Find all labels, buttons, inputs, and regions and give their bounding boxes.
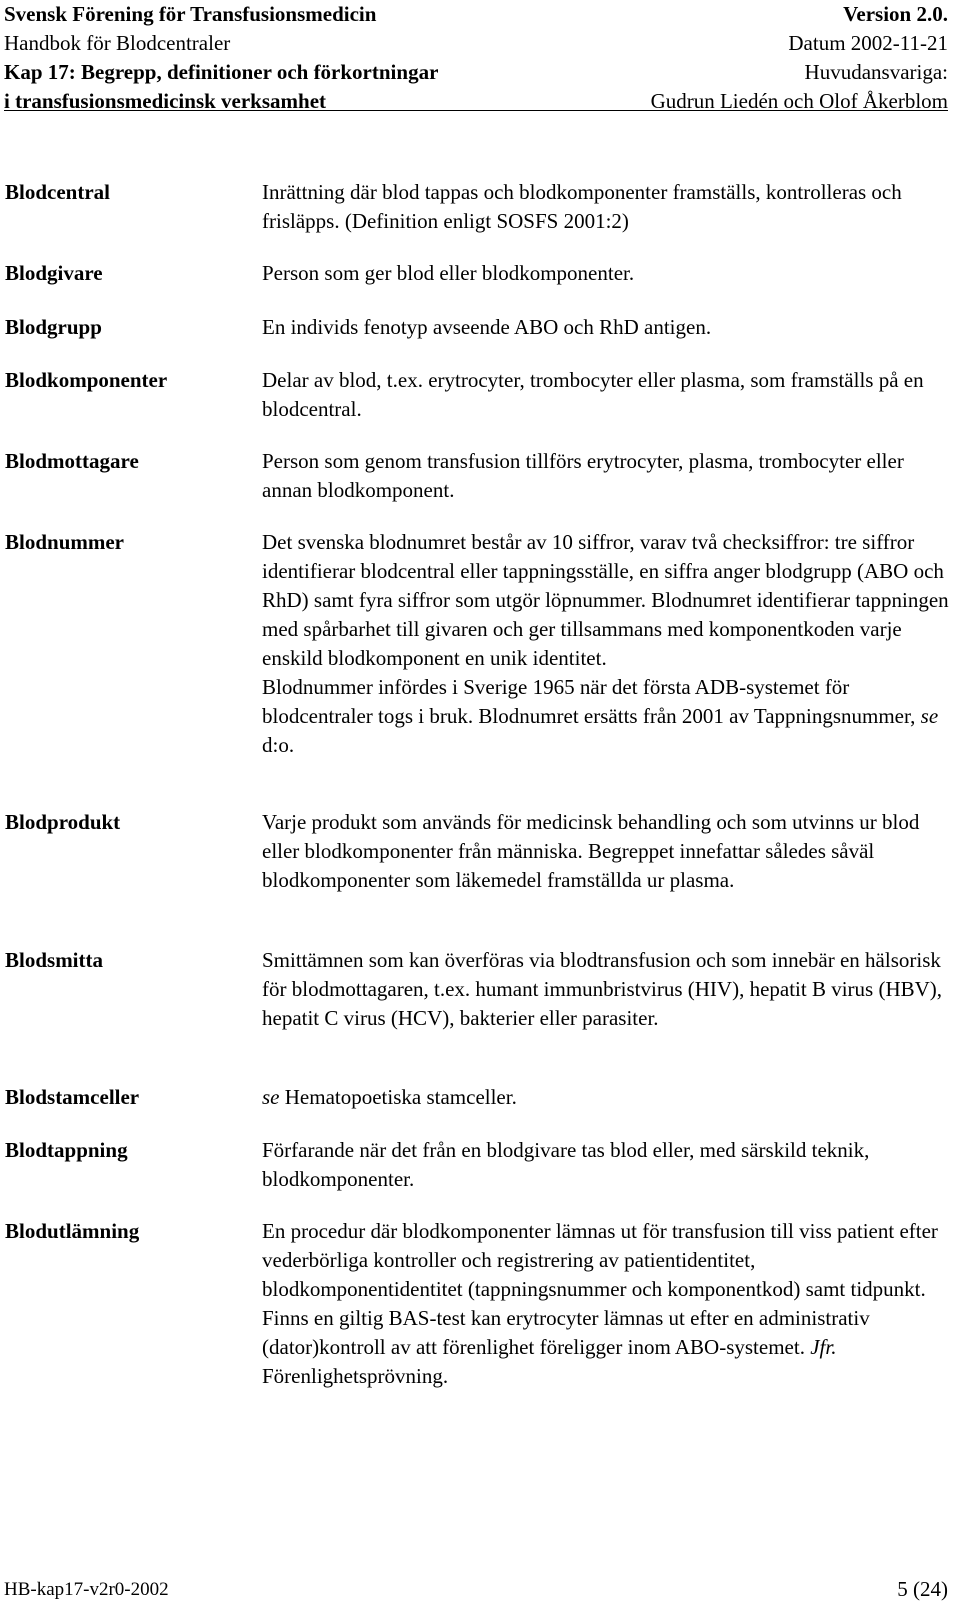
definition — [262, 1217, 952, 1391]
see-reference: se — [920, 704, 939, 728]
term: Blodgivare — [5, 261, 103, 285]
definition-text-2 — [262, 1304, 952, 1391]
definition-text: Inrättning där blod tappas och blodkomponenter framställs, kontrolleras och frisläpps. (Definition enligt SOSFS 2001:2) — [262, 180, 902, 233]
definition — [262, 313, 952, 342]
header-chapter-subtitle: i transfusionsmedicinsk verksamhet — [4, 89, 327, 113]
definition-text: Person som genom transfusion tillförs erytrocyter, plasma, trombocyter eller annan blodkomponent. — [262, 449, 904, 502]
definition — [262, 178, 952, 236]
definition — [262, 808, 952, 895]
definition — [262, 259, 952, 288]
definition-text: Varje produkt som används för medicinsk behandling och som utvinns ur blod eller blodkomponenter från människa. Begreppet innefattar således såväl blodkomponenter som läkemedel framställda ur plasma. — [262, 810, 920, 892]
definition-text: En individs fenotyp avseende ABO och RhD antigen. — [262, 315, 712, 339]
document-id: HB-kap17-v2r0-2002 — [4, 1579, 169, 1600]
see-reference: se — [262, 1085, 280, 1109]
definition-text-2-tail: d:o. — [262, 733, 295, 757]
term: Blodsmitta — [5, 948, 104, 972]
definition-text-2 — [262, 673, 952, 760]
definition-text-main: Hematopoetiska stamceller. — [284, 1085, 517, 1109]
header-org: Svensk Förening för Transfusionsmedicin — [4, 2, 377, 26]
definition-text-2-main: Finns en giltig BAS-test kan erytrocyter lämnas ut efter en administrativ (dator)kontroll av att förenlighet föreligger inom ABO-systemet. — [262, 1306, 870, 1359]
term: Blodgrupp — [5, 315, 102, 339]
definition — [262, 528, 952, 760]
term: Blodtappning — [5, 1138, 128, 1162]
definition — [262, 447, 952, 505]
term: Blodstamceller — [5, 1085, 140, 1109]
header-version: Version 2.0. — [843, 2, 948, 26]
term: Blodcentral — [5, 180, 110, 204]
page-footer — [4, 1575, 948, 1604]
definition-text-2-tail: Förenlighetsprövning. — [262, 1364, 449, 1388]
definition — [262, 1083, 952, 1112]
definition — [262, 366, 952, 424]
term: Blodnummer — [5, 530, 125, 554]
term: Blodutlämning — [5, 1219, 140, 1243]
header-responsible-label: Huvudansvariga: — [804, 60, 948, 84]
definition-text: Person som ger blod eller blodkomponenter. — [262, 261, 635, 285]
header-handbook: Handbok för Blodcentraler — [4, 31, 231, 55]
term: Blodprodukt — [5, 810, 121, 834]
term: Blodmottagare — [5, 449, 139, 473]
definition-text: Delar av blod, t.ex. erytrocyter, trombocyter eller plasma, som framställs på en blodcentral. — [262, 368, 924, 421]
header-responsible-names: Gudrun Liedén och Olof Åkerblom — [650, 89, 948, 113]
header-chapter: Kap 17: Begrepp, definitioner och förkortningar — [4, 60, 439, 84]
definition-text: En procedur där blodkomponenter lämnas ut för transfusion till viss patient efter vederbörliga kontroller och registrering av patientidentitet, blodkomponentidentitet (tappningsnummer och komponentkod) samt tidpunkt. — [262, 1219, 938, 1301]
compare-reference: Jfr. — [810, 1335, 837, 1359]
page-header — [4, 0, 948, 116]
definition-text: Det svenska blodnumret består av 10 siffror, varav två checksiffror: tre siffror identifierar blodcentral eller tappningsställe, en siffra anger blodgrupp (ABO och RhD) samt fyra siffror som utgör löpnummer. Blodnumret identifierar tappningen med spårbarhet till givaren och ger tillsammans med komponentkoden varje enskild blodkomponent en unik identitet. — [262, 530, 949, 670]
header-divider — [4, 110, 948, 111]
header-date: Datum 2002-11-21 — [788, 31, 948, 55]
definition-text: Förfarande när det från en blodgivare tas blod eller, med särskild teknik, blodkomponenter. — [262, 1138, 870, 1191]
definition-text: Smittämnen som kan överföras via blodtransfusion och som innebär en hälsorisk för blodmottagaren, t.ex. humant immunbristvirus (HIV), hepatit B virus (HBV), hepatit C virus (HCV), bakterier eller parasiter. — [262, 948, 943, 1030]
definition-text — [262, 1083, 952, 1112]
definition-text-2-main: Blodnummer infördes i Sverige 1965 när det första ADB-systemet för blodcentraler togs i bruk. Blodnumret ersätts från 2001 av Tappningsnummer, — [262, 675, 916, 728]
term: Blodkomponenter — [5, 368, 168, 392]
page-number: 5 (24) — [897, 1577, 948, 1601]
definition — [262, 946, 952, 1033]
definition — [262, 1136, 952, 1194]
